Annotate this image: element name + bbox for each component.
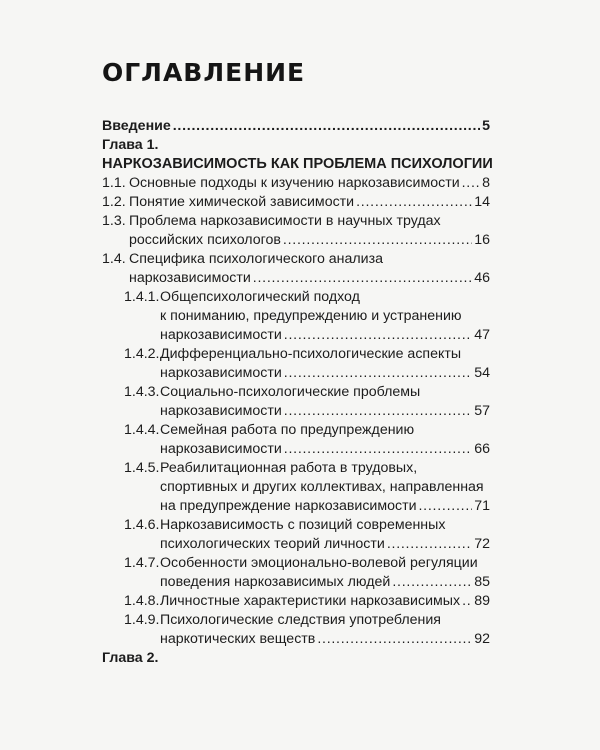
toc-entry-1-4-9-cont[interactable] [160,629,490,649]
toc-page-number: 8 [482,175,490,191]
toc-entry-1-4-7-cont[interactable] [160,572,490,592]
toc-leader-dots [356,192,472,212]
toc-section-number: 1.4.3. [124,384,160,400]
toc-entry-1-4-1-cont2[interactable] [160,325,490,345]
chapter-1-title[interactable] [102,154,493,174]
toc-entry-text: Специфика психологического анализа [129,251,384,267]
toc-entry-1-3[interactable] [102,211,441,231]
chapter-2-label [102,648,158,668]
toc-page-number: 16 [474,232,490,248]
toc-section-number: 1.1. [102,175,126,191]
toc-page-number: 89 [474,593,490,609]
toc-entry-1-4-2-cont[interactable] [160,363,490,383]
toc-entry-1-4-3[interactable] [124,382,420,402]
toc-entry-text: наркозависимости [160,403,282,419]
chapter-title-text: НАРКОЗАВИСИМОСТЬ КАК ПРОБЛЕМА ПСИХОЛОГИИ [102,156,493,172]
toc-entry-intro[interactable] [102,116,490,136]
toc-entry-1-4-2[interactable] [124,344,461,364]
toc-section-number: 1.4.7. [124,555,160,571]
toc-entry-1-4-cont[interactable] [129,268,490,288]
toc-entry-1-4-4[interactable] [124,420,414,440]
toc-entry-1-4-3-cont[interactable] [160,401,490,421]
toc-entry-text: наркозависимости [160,441,282,457]
toc-page-number: 14 [474,194,490,210]
page-title: ОГЛАВЛЕНИЕ [102,58,306,87]
toc-entry-1-4-6[interactable] [124,515,445,535]
toc-page-number: 66 [474,441,490,457]
toc-entry-1-4-5-cont2[interactable] [160,496,490,516]
toc-leader-dots [284,401,472,421]
toc-leader-dots [462,591,472,611]
toc-entry-text: Семейная работа по предупреждению [160,422,415,438]
chapter-label-text: Глава 1. [102,137,159,153]
toc-entry-1-4-1[interactable] [124,287,360,307]
toc-entry-text: к пониманию, предупреждению и устранению [160,308,462,324]
toc-entry-text: Общепсихологический подход [160,289,360,305]
toc-leader-dots [462,173,480,193]
toc-entry-text: поведения наркозависимых людей [160,574,391,590]
toc-entry-1-1[interactable] [102,173,490,193]
toc-leader-dots [284,325,472,345]
toc-entry-text: Социально-психологические проблемы [160,384,421,400]
toc-entry-text: Основные подходы к изучению наркозависимости [129,175,460,191]
toc-page-number: 72 [474,536,490,552]
toc-leader-dots [387,534,472,554]
toc-entry-1-4-5-cont[interactable] [160,477,484,497]
toc-page-number: 92 [474,631,490,647]
toc-entry-text: наркотических веществ [160,631,316,647]
toc-page-number: 57 [474,403,490,419]
toc-section-number: 1.4.2. [124,346,160,362]
toc-entry-1-4-6-cont[interactable] [160,534,490,554]
toc-leader-dots [283,230,472,250]
toc-entry-1-3-cont[interactable] [129,230,490,250]
chapter-label-text: Глава 2. [102,650,159,666]
toc-entry-text: Личностные характеристики наркозависимых [160,593,461,609]
toc-section-number: 1.4.8. [124,593,160,609]
toc-entry-text: Введение [102,118,171,134]
toc-entry-text: спортивных и других коллективах, направленная [160,479,484,495]
toc-leader-dots [173,116,480,136]
toc-entry-1-4-8[interactable] [124,591,490,611]
toc-entry-text: психологических теорий личности [160,536,385,552]
toc-leader-dots [392,572,472,592]
toc-entry-text: российских психологов [129,232,281,248]
toc-section-number: 1.4.4. [124,422,160,438]
chapter-1-label [102,135,158,155]
toc-entry-text: Психологические следствия употребления [160,612,441,628]
toc-leader-dots [317,629,472,649]
toc-page-number: 71 [474,498,490,514]
toc-section-number: 1.4.9. [124,612,160,628]
toc-entry-text: Понятие химической зависимости [129,194,355,210]
toc-leader-dots [284,363,472,383]
toc-section-number: 1.3. [102,213,126,229]
toc-leader-dots [284,439,472,459]
toc-entry-text: Проблема наркозависимости в научных трудах [129,213,441,229]
toc-entry-1-2[interactable] [102,192,490,212]
toc-entry-text: Наркозависимость с позиций современных [160,517,446,533]
toc-page-number: 5 [482,118,490,134]
toc-section-number: 1.4.5. [124,460,160,476]
toc-entry-1-4[interactable] [102,249,383,269]
toc-page-number: 54 [474,365,490,381]
toc-section-number: 1.2. [102,194,126,210]
toc-page-number: 85 [474,574,490,590]
toc-entry-1-4-1-cont[interactable] [160,306,462,326]
toc-leader-dots [253,268,472,288]
toc-entry-text: Дифференциально-психологические аспекты [160,346,462,362]
toc-entry-text: Особенности эмоционально-волевой регуляции [160,555,478,571]
toc-entry-1-4-4-cont[interactable] [160,439,490,459]
toc-entry-1-4-7[interactable] [124,553,478,573]
toc-section-number: 1.4.6. [124,517,160,533]
toc-entry-text: наркозависимости [160,365,282,381]
toc-entry-text: наркозависимости [129,270,251,286]
toc-entry-text: на предупреждение наркозависимости [160,498,417,514]
toc-page-number: 47 [474,327,490,343]
toc-entry-1-4-5[interactable] [124,458,417,478]
toc-leader-dots [419,496,473,516]
toc-entry-1-4-9[interactable] [124,610,441,630]
toc-entry-text: Реабилитационная работа в трудовых, [160,460,418,476]
toc-section-number: 1.4. [102,251,126,267]
toc-section-number: 1.4.1. [124,289,160,305]
toc-entry-text: наркозависимости [160,327,282,343]
toc-page-number: 46 [474,270,490,286]
